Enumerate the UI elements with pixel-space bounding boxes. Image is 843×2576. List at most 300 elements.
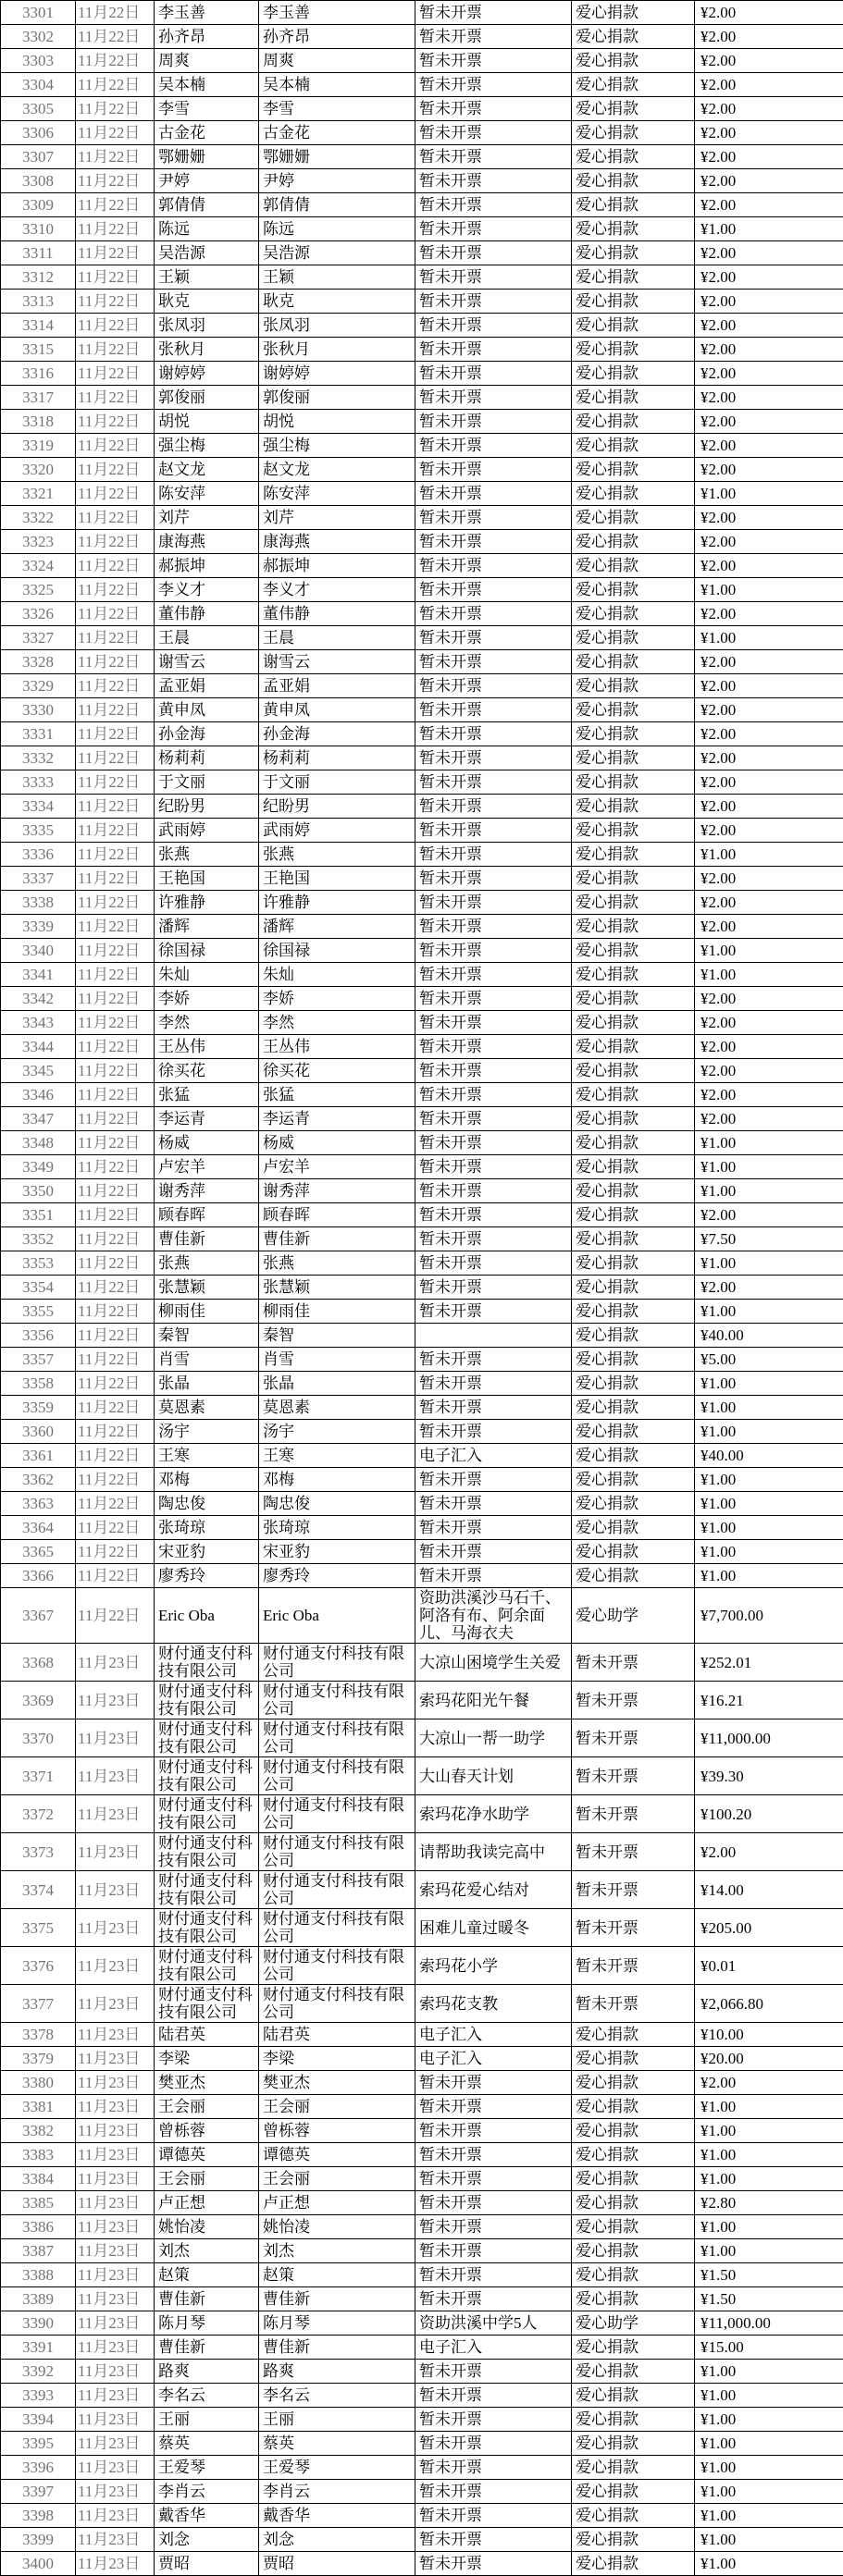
cell-remark: 暂未开票	[415, 169, 572, 193]
cell-category: 爱心捐款	[572, 1276, 695, 1300]
cell-serial: 3350	[1, 1179, 76, 1203]
cell-serial: 3372	[1, 1795, 76, 1833]
cell-payer-name: 郝振坤	[259, 554, 415, 578]
cell-date: 11月22日	[76, 193, 155, 217]
cell-amount: ¥1.00	[695, 2143, 843, 2167]
cell-serial: 3308	[1, 169, 76, 193]
cell-amount: ¥2.00	[695, 1083, 843, 1107]
cell-donor-name: 曹佳新	[155, 2336, 259, 2360]
cell-payer-name: 财付通支付科技有限公司	[259, 1757, 415, 1795]
cell-category: 爱心捐款	[572, 2432, 695, 2456]
table-row	[1, 770, 843, 795]
table-row	[1, 1300, 843, 1324]
table-row	[1, 939, 843, 963]
cell-payer-name: 财付通支付科技有限公司	[259, 1947, 415, 1985]
cell-payer-name: 莫恩素	[259, 1396, 415, 1420]
cell-date: 11月22日	[76, 1588, 155, 1644]
cell-date: 11月23日	[76, 2047, 155, 2071]
cell-amount: ¥2.00	[695, 434, 843, 458]
cell-payer-name: 耿克	[259, 290, 415, 314]
cell-category: 爱心捐款	[572, 770, 695, 795]
cell-serial: 3337	[1, 867, 76, 891]
cell-category: 爱心捐款	[572, 987, 695, 1011]
cell-date: 11月23日	[76, 1833, 155, 1871]
cell-date: 11月22日	[76, 674, 155, 698]
table-row	[1, 1947, 843, 1985]
cell-serial: 3360	[1, 1420, 76, 1444]
cell-payer-name: 李娇	[259, 987, 415, 1011]
cell-donor-name: 王寒	[155, 1444, 259, 1468]
table-row	[1, 73, 843, 97]
cell-payer-name: 谭德英	[259, 2143, 415, 2167]
table-row	[1, 1682, 843, 1719]
cell-payer-name: 徐买花	[259, 1059, 415, 1083]
table-row	[1, 1035, 843, 1059]
cell-remark: 暂未开票	[415, 746, 572, 770]
cell-remark: 暂未开票	[415, 290, 572, 314]
cell-donor-name: 刘芹	[155, 506, 259, 530]
cell-amount: ¥1.00	[695, 1468, 843, 1492]
cell-serial: 3367	[1, 1588, 76, 1644]
table-row	[1, 1011, 843, 1035]
cell-remark: 暂未开票	[415, 1107, 572, 1131]
cell-date: 11月23日	[76, 1947, 155, 1985]
table-row	[1, 434, 843, 458]
cell-category: 爱心捐款	[572, 386, 695, 410]
cell-payer-name: 刘芹	[259, 506, 415, 530]
table-row	[1, 1227, 843, 1251]
cell-remark: 暂未开票	[415, 2071, 572, 2095]
cell-category: 暂未开票	[572, 1871, 695, 1909]
cell-remark: 暂未开票	[415, 1516, 572, 1540]
cell-payer-name: 董伟静	[259, 602, 415, 626]
cell-serial: 3343	[1, 1011, 76, 1035]
cell-serial: 3335	[1, 819, 76, 843]
cell-remark: 暂未开票	[415, 1, 572, 25]
cell-date: 11月23日	[76, 2167, 155, 2191]
cell-serial: 3303	[1, 49, 76, 73]
cell-remark: 暂未开票	[415, 2119, 572, 2143]
table-row	[1, 843, 843, 867]
cell-date: 11月22日	[76, 1492, 155, 1516]
cell-amount: ¥0.01	[695, 1947, 843, 1985]
cell-amount: ¥100.20	[695, 1795, 843, 1833]
cell-remark: 暂未开票	[415, 1396, 572, 1420]
cell-remark: 暂未开票	[415, 1035, 572, 1059]
cell-amount: ¥2.00	[695, 290, 843, 314]
cell-amount: ¥1.00	[695, 2552, 843, 2576]
cell-donor-name: 张秋月	[155, 338, 259, 362]
cell-date: 11月22日	[76, 434, 155, 458]
cell-date: 11月22日	[76, 891, 155, 915]
table-row	[1, 1131, 843, 1155]
cell-serial: 3379	[1, 2047, 76, 2071]
table-row	[1, 698, 843, 722]
cell-remark: 暂未开票	[415, 241, 572, 265]
cell-serial: 3302	[1, 25, 76, 49]
cell-remark: 暂未开票	[415, 49, 572, 73]
cell-amount: ¥1.00	[695, 2456, 843, 2480]
cell-donor-name: 曾栎蓉	[155, 2119, 259, 2143]
cell-date: 11月23日	[76, 1757, 155, 1795]
cell-donor-name: 王艳国	[155, 867, 259, 891]
cell-serial: 3368	[1, 1644, 76, 1682]
cell-category: 爱心捐款	[572, 1251, 695, 1276]
cell-amount: ¥1.00	[695, 578, 843, 602]
cell-serial: 3380	[1, 2071, 76, 2095]
cell-payer-name: 陈月琴	[259, 2311, 415, 2336]
cell-remark: 电子汇入	[415, 1444, 572, 1468]
table-row	[1, 963, 843, 987]
cell-serial: 3316	[1, 362, 76, 386]
cell-serial: 3375	[1, 1909, 76, 1947]
cell-date: 11月22日	[76, 1348, 155, 1372]
cell-remark: 暂未开票	[415, 458, 572, 482]
cell-category: 爱心捐款	[572, 265, 695, 290]
cell-serial: 3349	[1, 1155, 76, 1179]
table-row	[1, 386, 843, 410]
table-row	[1, 1833, 843, 1871]
cell-payer-name: 王爱琴	[259, 2456, 415, 2480]
cell-amount: ¥1.00	[695, 2360, 843, 2384]
cell-donor-name: 谢雪云	[155, 650, 259, 674]
cell-serial: 3334	[1, 795, 76, 819]
cell-category: 爱心捐款	[572, 434, 695, 458]
cell-serial: 3400	[1, 2552, 76, 2576]
cell-amount: ¥7.50	[695, 1227, 843, 1251]
cell-donor-name: 财付通支付科技有限公司	[155, 1985, 259, 2023]
cell-serial: 3317	[1, 386, 76, 410]
cell-date: 11月23日	[76, 2311, 155, 2336]
cell-date: 11月23日	[76, 1985, 155, 2023]
cell-remark: 暂未开票	[415, 1348, 572, 1372]
cell-amount: ¥1.00	[695, 963, 843, 987]
cell-amount: ¥1.00	[695, 2119, 843, 2143]
cell-remark: 暂未开票	[415, 1059, 572, 1083]
table-row	[1, 314, 843, 338]
cell-donor-name: 肖雪	[155, 1348, 259, 1372]
cell-serial: 3374	[1, 1871, 76, 1909]
table-row	[1, 867, 843, 891]
cell-category: 爱心捐款	[572, 867, 695, 891]
cell-amount: ¥1.00	[695, 2408, 843, 2432]
table-row	[1, 1179, 843, 1203]
cell-category: 爱心捐款	[572, 891, 695, 915]
cell-amount: ¥1.00	[695, 2239, 843, 2263]
cell-remark: 暂未开票	[415, 2504, 572, 2528]
cell-date: 11月22日	[76, 1155, 155, 1179]
cell-payer-name: 戴香华	[259, 2504, 415, 2528]
table-row	[1, 626, 843, 650]
cell-date: 11月22日	[76, 482, 155, 506]
cell-donor-name: 黄申凤	[155, 698, 259, 722]
cell-amount: ¥2.00	[695, 314, 843, 338]
cell-remark: 暂未开票	[415, 1276, 572, 1300]
cell-payer-name: 陶忠俊	[259, 1492, 415, 1516]
cell-amount: ¥1.00	[695, 1420, 843, 1444]
cell-category: 爱心捐款	[572, 939, 695, 963]
table-row	[1, 49, 843, 73]
cell-serial: 3393	[1, 2384, 76, 2408]
cell-amount: ¥1.00	[695, 843, 843, 867]
table-row	[1, 458, 843, 482]
cell-serial: 3366	[1, 1564, 76, 1588]
cell-payer-name: 姚怡凌	[259, 2215, 415, 2239]
cell-donor-name: 顾春晖	[155, 1203, 259, 1227]
table-row	[1, 2023, 843, 2047]
cell-date: 11月22日	[76, 25, 155, 49]
cell-serial: 3307	[1, 145, 76, 169]
cell-donor-name: 王丛伟	[155, 1035, 259, 1059]
cell-payer-name: 财付通支付科技有限公司	[259, 1682, 415, 1719]
table-row	[1, 1107, 843, 1131]
cell-remark: 暂未开票	[415, 193, 572, 217]
cell-remark: 暂未开票	[415, 2167, 572, 2191]
cell-donor-name: 陶忠俊	[155, 1492, 259, 1516]
cell-remark: 索玛花小学	[415, 1947, 572, 1985]
cell-payer-name: Eric Oba	[259, 1588, 415, 1644]
cell-serial: 3354	[1, 1276, 76, 1300]
cell-date: 11月23日	[76, 1795, 155, 1833]
cell-amount: ¥2.00	[695, 410, 843, 434]
cell-category: 爱心捐款	[572, 2528, 695, 2552]
table-row	[1, 482, 843, 506]
cell-date: 11月22日	[76, 1276, 155, 1300]
cell-payer-name: 张燕	[259, 1251, 415, 1276]
cell-category: 爱心捐款	[572, 1372, 695, 1396]
cell-payer-name: 于文丽	[259, 770, 415, 795]
cell-category: 爱心捐款	[572, 2119, 695, 2143]
cell-serial: 3399	[1, 2528, 76, 2552]
cell-payer-name: 尹婷	[259, 169, 415, 193]
table-row	[1, 795, 843, 819]
cell-amount: ¥2.00	[695, 121, 843, 145]
cell-remark: 暂未开票	[415, 915, 572, 939]
table-row	[1, 1540, 843, 1564]
cell-category: 爱心捐款	[572, 698, 695, 722]
table-row	[1, 2552, 843, 2576]
cell-payer-name: 财付通支付科技有限公司	[259, 1985, 415, 2023]
cell-category: 爱心捐款	[572, 1444, 695, 1468]
cell-date: 11月23日	[76, 2023, 155, 2047]
cell-remark: 暂未开票	[415, 73, 572, 97]
cell-donor-name: 莫恩素	[155, 1396, 259, 1420]
cell-remark: 暂未开票	[415, 1492, 572, 1516]
cell-serial: 3314	[1, 314, 76, 338]
cell-donor-name: 贾昭	[155, 2552, 259, 2576]
table-row	[1, 145, 843, 169]
cell-amount: ¥2.00	[695, 1203, 843, 1227]
cell-serial: 3389	[1, 2287, 76, 2311]
cell-donor-name: 古金花	[155, 121, 259, 145]
cell-amount: ¥2.00	[695, 674, 843, 698]
cell-amount: ¥1.00	[695, 2504, 843, 2528]
cell-serial: 3336	[1, 843, 76, 867]
cell-category: 暂未开票	[572, 1947, 695, 1985]
cell-serial: 3357	[1, 1348, 76, 1372]
cell-remark: 暂未开票	[415, 1564, 572, 1588]
cell-amount: ¥2.00	[695, 241, 843, 265]
cell-serial: 3387	[1, 2239, 76, 2263]
cell-donor-name: 财付通支付科技有限公司	[155, 1795, 259, 1833]
cell-donor-name: 财付通支付科技有限公司	[155, 1682, 259, 1719]
cell-remark: 索玛花爱心结对	[415, 1871, 572, 1909]
cell-category: 爱心捐款	[572, 217, 695, 241]
cell-payer-name: 财付通支付科技有限公司	[259, 1719, 415, 1757]
cell-amount: ¥2.00	[695, 1107, 843, 1131]
cell-category: 爱心捐款	[572, 1300, 695, 1324]
cell-category: 爱心捐款	[572, 1179, 695, 1203]
cell-donor-name: 于文丽	[155, 770, 259, 795]
cell-date: 11月22日	[76, 963, 155, 987]
table-row	[1, 602, 843, 626]
table-row	[1, 2456, 843, 2480]
cell-remark: 暂未开票	[415, 1372, 572, 1396]
cell-serial: 3346	[1, 1083, 76, 1107]
cell-category: 爱心捐款	[572, 2215, 695, 2239]
table-row	[1, 674, 843, 698]
cell-payer-name: 张慧颖	[259, 1276, 415, 1300]
cell-donor-name: 谢秀萍	[155, 1179, 259, 1203]
cell-amount: ¥1.00	[695, 482, 843, 506]
cell-amount: ¥20.00	[695, 2047, 843, 2071]
cell-date: 11月23日	[76, 2071, 155, 2095]
table-row	[1, 1, 843, 25]
cell-category: 爱心捐款	[572, 2263, 695, 2287]
cell-category: 爱心捐款	[572, 2480, 695, 2504]
cell-date: 11月23日	[76, 2480, 155, 2504]
cell-remark: 暂未开票	[415, 530, 572, 554]
cell-remark: 暂未开票	[415, 362, 572, 386]
cell-serial: 3362	[1, 1468, 76, 1492]
cell-remark: 暂未开票	[415, 843, 572, 867]
cell-payer-name: 卢正想	[259, 2191, 415, 2215]
cell-category: 爱心捐款	[572, 2456, 695, 2480]
cell-amount: ¥5.00	[695, 1348, 843, 1372]
cell-date: 11月23日	[76, 2119, 155, 2143]
cell-payer-name: 曹佳新	[259, 2287, 415, 2311]
cell-donor-name: 财付通支付科技有限公司	[155, 1644, 259, 1682]
cell-category: 爱心捐款	[572, 1, 695, 25]
cell-date: 11月22日	[76, 939, 155, 963]
cell-category: 爱心捐款	[572, 1107, 695, 1131]
table-row	[1, 1396, 843, 1420]
cell-remark: 电子汇入	[415, 2023, 572, 2047]
cell-date: 11月22日	[76, 121, 155, 145]
cell-remark: 暂未开票	[415, 265, 572, 290]
cell-category: 爱心捐款	[572, 2408, 695, 2432]
cell-amount: ¥2.00	[695, 698, 843, 722]
donation-table-body	[1, 1, 843, 2576]
cell-date: 11月22日	[76, 169, 155, 193]
cell-donor-name: 杨莉莉	[155, 746, 259, 770]
cell-category: 爱心捐款	[572, 290, 695, 314]
cell-remark: 暂未开票	[415, 819, 572, 843]
cell-date: 11月22日	[76, 217, 155, 241]
cell-amount: ¥2.00	[695, 770, 843, 795]
cell-category: 爱心助学	[572, 2311, 695, 2336]
cell-category: 爱心捐款	[572, 1492, 695, 1516]
cell-date: 11月22日	[76, 1300, 155, 1324]
cell-donor-name: 郭俊丽	[155, 386, 259, 410]
cell-donor-name: 张燕	[155, 843, 259, 867]
cell-donor-name: 蔡英	[155, 2432, 259, 2456]
cell-amount: ¥1.00	[695, 2095, 843, 2119]
cell-serial: 3306	[1, 121, 76, 145]
cell-date: 11月23日	[76, 2095, 155, 2119]
cell-donor-name: 尹婷	[155, 169, 259, 193]
cell-donor-name: 谭德英	[155, 2143, 259, 2167]
cell-date: 11月23日	[76, 2456, 155, 2480]
cell-serial: 3363	[1, 1492, 76, 1516]
cell-donor-name: 吴浩源	[155, 241, 259, 265]
cell-donor-name: 李运青	[155, 1107, 259, 1131]
cell-payer-name: 纪盼男	[259, 795, 415, 819]
cell-amount: ¥1.00	[695, 1131, 843, 1155]
cell-category: 爱心捐款	[572, 121, 695, 145]
cell-amount: ¥7,700.00	[695, 1588, 843, 1644]
cell-serial: 3359	[1, 1396, 76, 1420]
cell-payer-name: 吴本楠	[259, 73, 415, 97]
cell-remark: 暂未开票	[415, 2287, 572, 2311]
cell-amount: ¥205.00	[695, 1909, 843, 1947]
table-row	[1, 2047, 843, 2071]
table-row	[1, 2167, 843, 2191]
cell-date: 11月22日	[76, 362, 155, 386]
cell-payer-name: 强尘梅	[259, 434, 415, 458]
cell-category: 爱心捐款	[572, 554, 695, 578]
cell-payer-name: 王丛伟	[259, 1035, 415, 1059]
cell-date: 11月23日	[76, 1644, 155, 1682]
cell-amount: ¥1.00	[695, 1516, 843, 1540]
cell-amount: ¥2.00	[695, 506, 843, 530]
cell-donor-name: 姚怡凌	[155, 2215, 259, 2239]
cell-date: 11月22日	[76, 1107, 155, 1131]
cell-amount: ¥2.00	[695, 819, 843, 843]
cell-category: 暂未开票	[572, 1795, 695, 1833]
cell-payer-name: 李义才	[259, 578, 415, 602]
cell-remark: 资助洪溪沙马石千、阿洛有布、阿余面儿、马海衣夫	[415, 1588, 572, 1644]
cell-serial: 3352	[1, 1227, 76, 1251]
cell-remark: 暂未开票	[415, 2408, 572, 2432]
cell-payer-name: 黄申凤	[259, 698, 415, 722]
cell-remark: 暂未开票	[415, 217, 572, 241]
cell-amount: ¥1.00	[695, 1540, 843, 1564]
cell-serial: 3324	[1, 554, 76, 578]
table-row	[1, 410, 843, 434]
cell-serial: 3331	[1, 722, 76, 746]
table-row	[1, 169, 843, 193]
table-row	[1, 1203, 843, 1227]
cell-amount: ¥2.00	[695, 1059, 843, 1083]
cell-amount: ¥1.00	[695, 1179, 843, 1203]
cell-date: 11月22日	[76, 1420, 155, 1444]
cell-donor-name: 财付通支付科技有限公司	[155, 1871, 259, 1909]
cell-remark: 暂未开票	[415, 987, 572, 1011]
cell-donor-name: 李肖云	[155, 2480, 259, 2504]
table-row	[1, 2504, 843, 2528]
cell-date: 11月22日	[76, 73, 155, 97]
cell-amount: ¥2.00	[695, 193, 843, 217]
cell-amount: ¥1.00	[695, 2215, 843, 2239]
cell-amount: ¥1.00	[695, 626, 843, 650]
cell-donor-name: 张慧颖	[155, 1276, 259, 1300]
cell-category: 爱心捐款	[572, 1083, 695, 1107]
cell-serial: 3330	[1, 698, 76, 722]
cell-amount: ¥10.00	[695, 2023, 843, 2047]
cell-remark: 索玛花支教	[415, 1985, 572, 2023]
cell-category: 爱心捐款	[572, 1564, 695, 1588]
